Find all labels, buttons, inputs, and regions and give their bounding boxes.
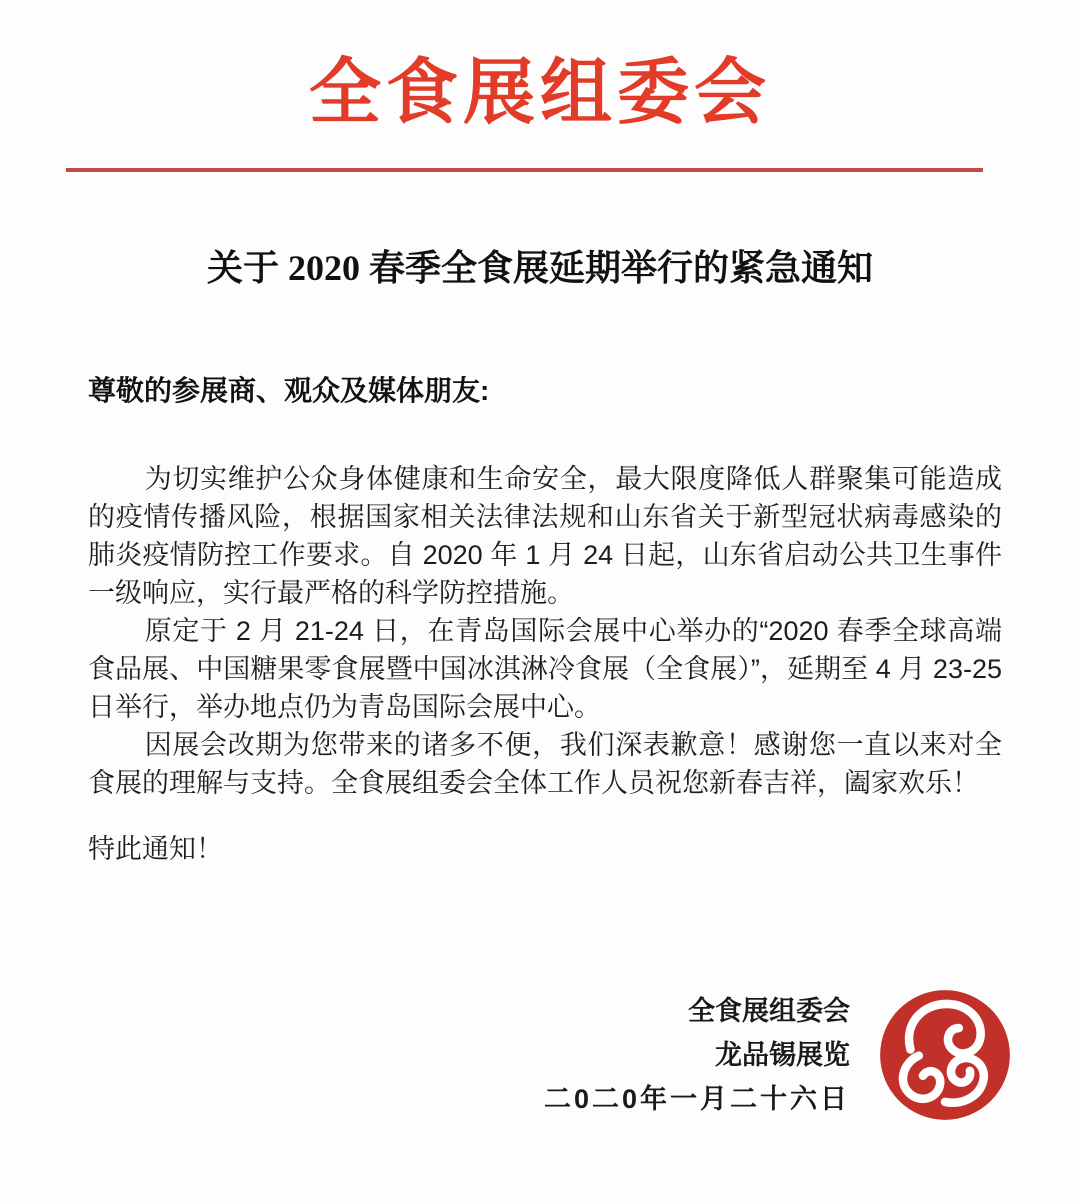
paragraph-epidemic-measures: 为切实维护公众身体健康和生命安全，最大限度降低人群聚集可能造成的疫情传播风险，根据国家相关法律法规和山东省关于新型冠状病毒感染的肺炎疫情防控工作要求。自 2020 年 1 月 24 日起，山东省启动公共卫生事件一级响应，实行最严格的科学防控措施。 <box>88 464 1002 609</box>
signature-block <box>544 989 850 1121</box>
signature-section <box>0 986 1080 1124</box>
signature-date: 二0二0年一月二十六日 <box>543 1084 850 1115</box>
signature-company: 龙品锡展览 <box>715 1040 850 1071</box>
red-divider-line <box>66 168 983 172</box>
organization-header: 全食展组委会 <box>308 53 771 133</box>
notice-title: 关于 2020 春季全食展延期举行的紧急通知 <box>206 248 873 289</box>
signature-org: 全食展组委会 <box>688 996 850 1027</box>
paragraph-postponement-dates: 原定于 2 月 21-24 日，在青岛国际会展中心举办的“2020 春季全球高端食品展、中国糖果零食展暨中国冰淇淋冷食展（全食展）”，延期至 4 月 23-25 日举行，举办地点仍为青岛国际会展中心。 <box>88 616 1002 723</box>
closing-note: 特此通知！ <box>88 834 223 865</box>
salutation: 尊敬的参展商、观众及媒体朋友: <box>88 375 490 407</box>
cloud-swirl-logo-icon <box>876 986 1014 1124</box>
paragraph-apology: 因展会改期为您带来的诸多不便，我们深表歉意！感谢您一直以来对全食展的理解与支持。全食展组委会全体工作人员祝您新春吉祥，阖家欢乐！ <box>88 730 1002 799</box>
